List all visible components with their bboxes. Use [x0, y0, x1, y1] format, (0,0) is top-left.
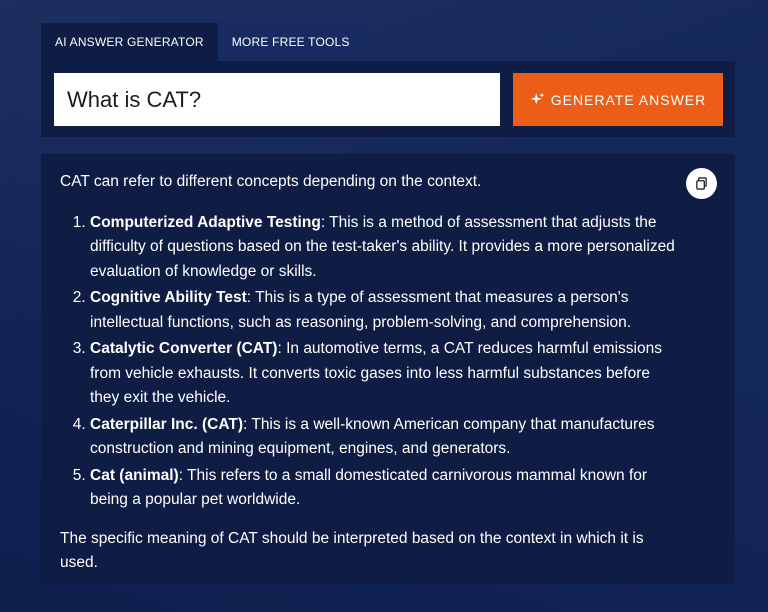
item-text: : In automotive terms, a CAT reduces harmful emissions from vehicle exhausts. It converts toxic gases into less harmful substances before they exit the vehicle. — [90, 340, 662, 406]
tab-more-free-tools[interactable]: MORE FREE TOOLS — [218, 23, 364, 61]
answer-outro: The specific meaning of CAT should be interpreted based on the context in which it is used. — [60, 529, 644, 571]
tab-ai-answer-generator[interactable]: AI ANSWER GENERATOR — [41, 23, 218, 61]
answer-text — [60, 170, 680, 576]
query-panel — [41, 61, 735, 137]
item-text: : This is a type of assessment that measures a person's intellectual functions, such as reasoning, problem-solving, and comprehension. — [90, 289, 632, 331]
answer-intro: CAT can refer to different concepts depending on the context. — [60, 173, 482, 190]
copy-button[interactable] — [686, 168, 717, 199]
item-text: : This is a well-known American company that manufactures construction and mining equipment, engines, and generators. — [90, 415, 655, 457]
item-text: : This refers to a small domesticated carnivorous mammal known for being a popular pet worldwide. — [90, 466, 648, 508]
list-item — [90, 413, 680, 462]
generate-answer-button[interactable] — [513, 73, 723, 126]
item-term: Caterpillar Inc. (CAT) — [90, 415, 244, 433]
list-item — [90, 211, 680, 285]
item-term: Cat (animal) — [90, 466, 179, 484]
copy-icon — [695, 177, 708, 190]
item-term: Catalytic Converter (CAT) — [90, 340, 278, 357]
item-term: Computerized Adaptive Testing — [90, 213, 321, 231]
item-text: : This is a method of assessment that adjusts the difficulty of questions based on the test-taker's ability. It provides a more personalized evaluation of knowledge or skills. — [90, 213, 675, 280]
generate-answer-label: GENERATE ANSWER — [550, 91, 707, 108]
item-term: Cognitive Ability Test — [90, 289, 247, 306]
answer-list — [60, 211, 680, 513]
question-input[interactable] — [54, 73, 500, 126]
list-item — [90, 337, 680, 411]
sparkle-icon — [530, 92, 545, 107]
list-item — [90, 286, 680, 335]
answer-panel — [41, 154, 735, 584]
tab-bar — [41, 23, 364, 61]
list-item — [90, 464, 680, 513]
